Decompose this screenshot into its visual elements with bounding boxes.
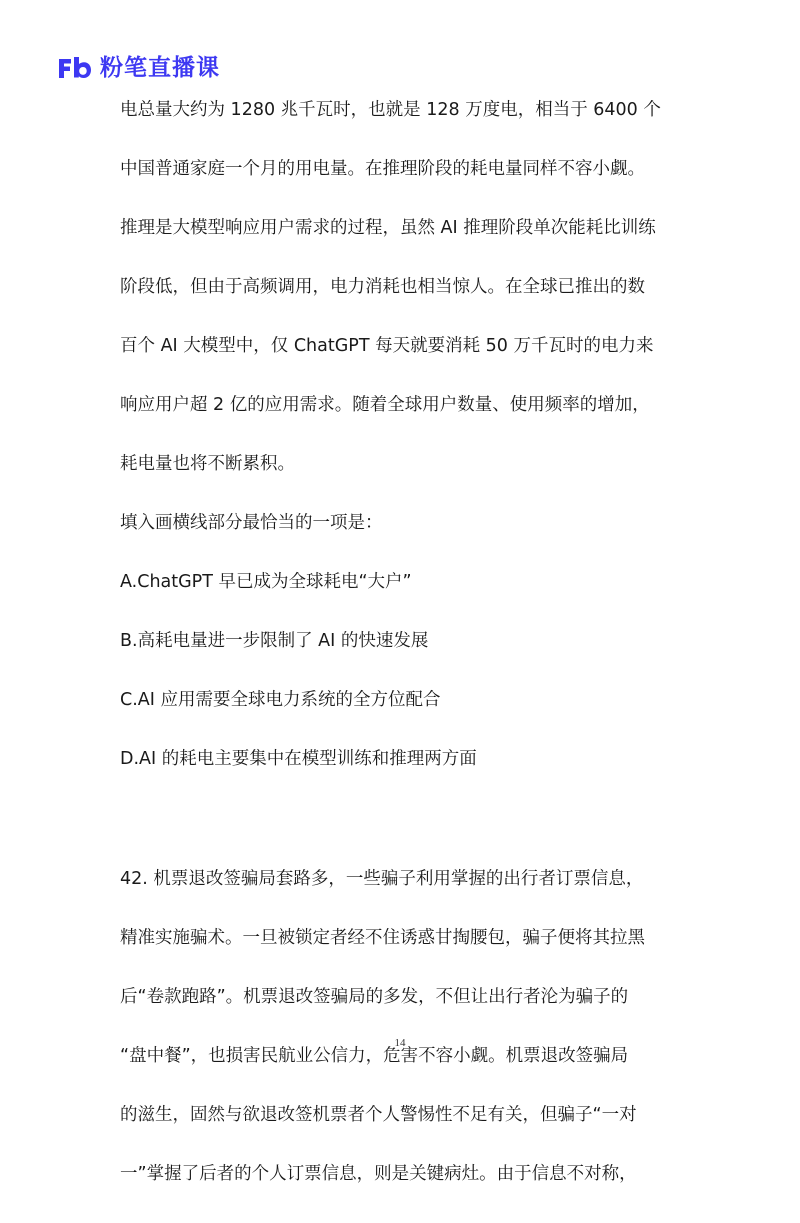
page-number: 14 [394,1037,406,1049]
option-b: B.高耗电量进一步限制了 AI 的快速发展 [120,631,429,651]
text-line: 响应用户超 2 亿的应用需求。随着全球用户数量、使用频率的增加， [120,395,650,415]
text-line: “盘中餐”，也损害民航业公信力，危害不容小觑。机票退改签骗局 [120,1046,629,1066]
text-line: 精准实施骗术。一旦被锁定者经不住诱惑甘掏腰包，骗子便将其拉黑 [120,928,645,948]
question-prompt: 填入画横线部分最恰当的一项是： [120,513,383,533]
text-line: 阶段低，但由于高频调用，电力消耗也相当惊人。在全球已推出的数 [120,277,645,297]
document-body [120,100,690,1223]
text-line: 一”掌握了后者的个人订票信息，则是关键病灶。由于信息不对称， [120,1164,637,1184]
text-line: 中国普通家庭一个月的用电量。在推理阶段的耗电量同样不容小觑。 [120,159,645,179]
text-line: 推理是大模型响应用户需求的过程，虽然 AI 推理阶段单次能耗比训练 [120,218,656,238]
text-line: 电总量大约为 1280 兆千瓦时，也就是 128 万度电，相当于 6400 个 [120,100,661,120]
text-line: 百个 AI 大模型中，仅 ChatGPT 每天就要消耗 50 万千瓦时的电力来 [120,336,654,356]
brand-name: 粉笔直播课 [100,55,220,81]
answer-options [120,572,690,769]
section-spacer [120,808,690,869]
passage-42 [120,869,690,1184]
text-line: 的滋生，固然与欲退改签机票者个人警惕性不足有关，但骗子“一对 [120,1105,637,1125]
text-line: 42. 机票退改签骗局套路多，一些骗子利用掌握的出行者订票信息， [120,869,644,889]
text-line: 后“卷款跑路”。机票退改签骗局的多发，不但让出行者沦为骗子的 [120,987,629,1007]
option-d: D.AI 的耗电主要集中在模型训练和推理两方面 [120,749,477,769]
option-c: C.AI 应用需要全球电力系统的全方位配合 [120,690,441,710]
text-line: 耗电量也将不断累积。 [120,454,295,474]
option-a: A.ChatGPT 早已成为全球耗电“大户” [120,572,412,592]
page-header [56,52,220,84]
passage-41-tail [120,100,690,474]
fenbi-logo-icon [56,54,92,82]
